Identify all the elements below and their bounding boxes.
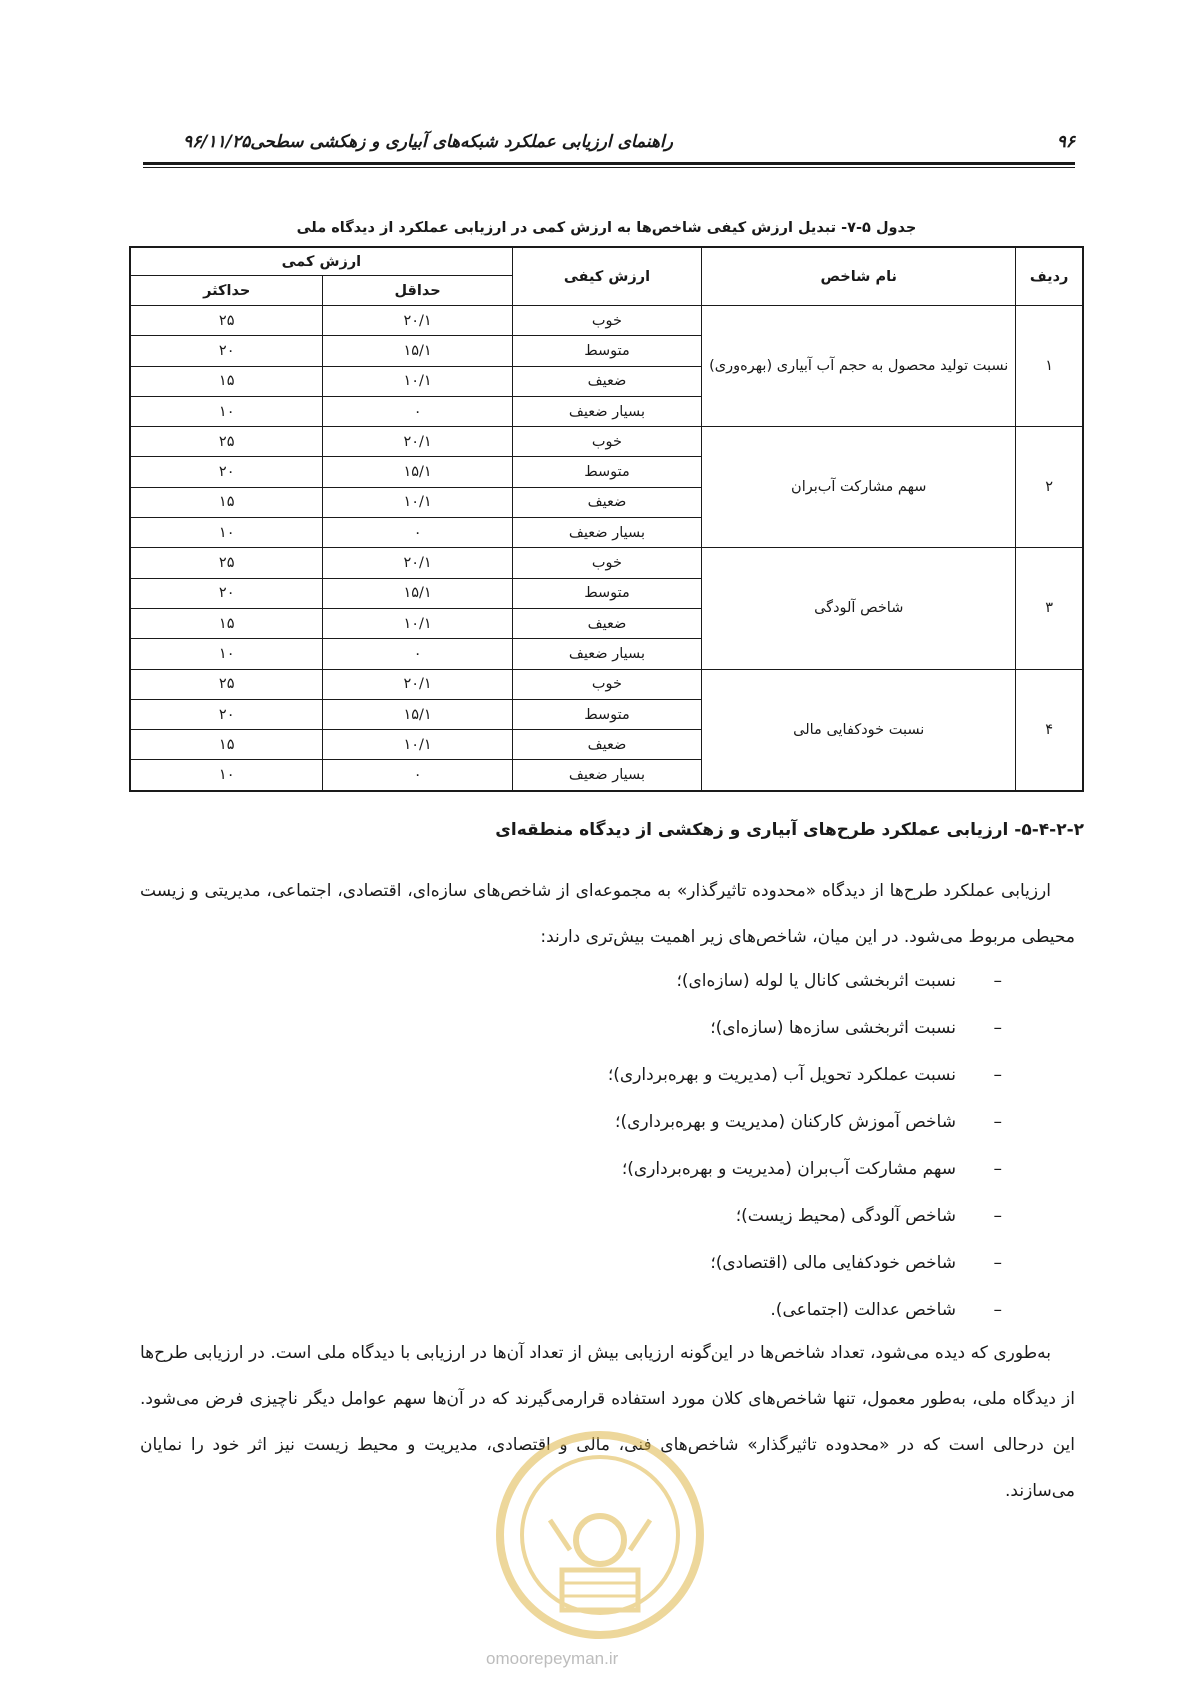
watermark-site: omoorepeyman.ir <box>486 1649 619 1668</box>
header-qualitative: ارزش کیفی <box>512 247 701 306</box>
header-index-name: نام شاخص <box>702 247 1016 306</box>
list-item <box>140 958 1020 1005</box>
dash-bullet: – <box>993 1159 1002 1179</box>
header-row-number: ردیف <box>1016 247 1083 306</box>
table-row <box>130 669 1083 699</box>
max-value-cell: ۲۵ <box>130 306 323 336</box>
max-value-cell: ۲۵ <box>130 427 323 457</box>
running-header <box>143 128 1075 160</box>
list-item <box>140 1240 1020 1287</box>
list-item-text: نسبت اثربخشی کانال یا لوله (سازه‌ای)؛ <box>676 971 956 991</box>
index-name-cell: سهم مشارکت آب‌بران <box>702 427 1016 548</box>
min-value-cell: ۱۵/۱ <box>323 578 512 608</box>
index-name-cell: نسبت تولید محصول به حجم آب آبیاری (بهره‌وری) <box>702 306 1016 427</box>
page-number: ۹۶ <box>1056 132 1075 152</box>
min-value-cell: ۰ <box>323 760 512 791</box>
min-value-cell: ۱۰/۱ <box>323 487 512 517</box>
max-value-cell: ۱۵ <box>130 608 323 638</box>
conversion-table <box>129 246 1084 792</box>
table-row <box>130 306 1083 336</box>
row-number-cell: ۱ <box>1016 306 1083 427</box>
max-value-cell: ۱۵ <box>130 730 323 760</box>
dash-bullet: – <box>993 1206 1002 1226</box>
qualitative-cell: ضعیف <box>512 366 701 396</box>
list-item <box>140 1146 1020 1193</box>
max-value-cell: ۲۰ <box>130 336 323 366</box>
min-value-cell: ۲۰/۱ <box>323 427 512 457</box>
max-value-cell: ۱۰ <box>130 760 323 791</box>
list-item-text: سهم مشارکت آب‌بران (مدیریت و بهره‌برداری)؛ <box>621 1159 956 1179</box>
header-quantitative: ارزش کمی <box>130 247 512 276</box>
table-row <box>130 427 1083 457</box>
watermark-seal-icon <box>470 1420 730 1660</box>
qualitative-cell: ضعیف <box>512 730 701 760</box>
max-value-cell: ۱۵ <box>130 366 323 396</box>
qualitative-cell: متوسط <box>512 336 701 366</box>
qualitative-cell: متوسط <box>512 699 701 729</box>
min-value-cell: ۰ <box>323 639 512 669</box>
header-title-block <box>143 132 673 152</box>
qualitative-cell: ضعیف <box>512 608 701 638</box>
list-item <box>140 1005 1020 1052</box>
qualitative-cell: بسیار ضعیف <box>512 396 701 426</box>
dash-bullet: – <box>993 971 1002 991</box>
min-value-cell: ۰ <box>323 518 512 548</box>
max-value-cell: ۱۰ <box>130 639 323 669</box>
dash-bullet: – <box>993 1253 1002 1273</box>
header-rule-thin <box>143 167 1075 168</box>
max-value-cell: ۲۰ <box>130 457 323 487</box>
dash-bullet: – <box>993 1112 1002 1132</box>
max-value-cell: ۱۵ <box>130 487 323 517</box>
list-item <box>140 1193 1020 1240</box>
table-caption: جدول ۵-۷- تبدیل ارزش کیفی شاخص‌ها به ارزش کمی در ارزیابی عملکرد از دیدگاه ملی <box>296 220 917 236</box>
qualitative-cell: بسیار ضعیف <box>512 760 701 791</box>
max-value-cell: ۲۰ <box>130 699 323 729</box>
qualitative-cell: خوب <box>512 306 701 336</box>
min-value-cell: ۱۵/۱ <box>323 699 512 729</box>
indicator-list <box>140 958 1020 1334</box>
row-number-cell: ۴ <box>1016 669 1083 791</box>
header-rule-thick <box>143 162 1075 165</box>
min-value-cell: ۱۵/۱ <box>323 457 512 487</box>
max-value-cell: ۱۰ <box>130 518 323 548</box>
header-title: راهنمای ارزیابی عملکرد شبکه‌های آبیاری و زهکشی سطحی <box>250 132 673 152</box>
qualitative-cell: متوسط <box>512 578 701 608</box>
section-heading: ۵-۴-۲-۲- ارزیابی عملکرد طرح‌های آبیاری و زهکشی از دیدگاه منطقه‌ای <box>495 820 1084 840</box>
row-number-cell: ۳ <box>1016 548 1083 669</box>
row-number-cell: ۲ <box>1016 427 1083 548</box>
list-item-text: شاخص آموزش کارکنان (مدیریت و بهره‌برداری)؛ <box>615 1112 956 1132</box>
qualitative-cell: خوب <box>512 548 701 578</box>
paragraph-intro: ارزیابی عملکرد طرح‌ها از دیدگاه «محدوده تاثیرگذار» به مجموعه‌ای از شاخص‌های سازه‌ای، اقتصادی، اجتماعی، مدیریتی و زیست محیطی مربوط می‌شود. در این میان، شاخص‌های زیر اهمیت بیش‌تری دارند: <box>140 881 1075 947</box>
dash-bullet: – <box>993 1065 1002 1085</box>
list-item-text: شاخص عدالت (اجتماعی). <box>770 1300 956 1320</box>
list-item <box>140 1287 1020 1334</box>
paragraph-conclusion: به‌طوری که دیده می‌شود، تعداد شاخص‌ها در این‌گونه ارزیابی بیش از تعداد آن‌ها در ارزیابی با دیدگاه ملی است. در ارزیابی طرح‌ها از دیدگاه ملی، به‌طور معمول، تنها شاخص‌های کلان مورد استفاده قرارمی‌گیرند که در آن‌ها سهم عوامل دیگر ناچیزی فرض می‌شود. این درحالی است که در «محدوده تاثیرگذار» شاخص‌های فنی، مالی و اقتصادی، مدیریت و محیط زیست نیز اثر خود را نمایان می‌سازند. <box>140 1343 1075 1501</box>
list-item-text: نسبت اثربخشی سازه‌ها (سازه‌ای)؛ <box>710 1018 956 1038</box>
qualitative-cell: بسیار ضعیف <box>512 639 701 669</box>
qualitative-cell: خوب <box>512 669 701 699</box>
header-max: حداکثر <box>130 276 323 306</box>
table-body <box>130 306 1083 791</box>
qualitative-cell: متوسط <box>512 457 701 487</box>
list-item-text: شاخص خودکفایی مالی (اقتصادی)؛ <box>710 1253 956 1273</box>
index-name-cell: نسبت خودکفایی مالی <box>702 669 1016 791</box>
min-value-cell: ۲۰/۱ <box>323 548 512 578</box>
min-value-cell: ۲۰/۱ <box>323 306 512 336</box>
max-value-cell: ۲۵ <box>130 548 323 578</box>
max-value-cell: ۲۰ <box>130 578 323 608</box>
max-value-cell: ۱۰ <box>130 396 323 426</box>
min-value-cell: ۱۵/۱ <box>323 336 512 366</box>
header-date: ۹۶/۱۱/۲۵ <box>183 132 251 152</box>
qualitative-cell: ضعیف <box>512 487 701 517</box>
qualitative-cell: خوب <box>512 427 701 457</box>
dash-bullet: – <box>993 1018 1002 1038</box>
min-value-cell: ۰ <box>323 396 512 426</box>
table-row <box>130 548 1083 578</box>
min-value-cell: ۲۰/۱ <box>323 669 512 699</box>
list-item <box>140 1099 1020 1146</box>
header-min: حداقل <box>323 276 512 306</box>
index-name-cell: شاخص آلودگی <box>702 548 1016 669</box>
min-value-cell: ۱۰/۱ <box>323 608 512 638</box>
qualitative-cell: بسیار ضعیف <box>512 518 701 548</box>
dash-bullet: – <box>993 1300 1002 1320</box>
list-item-text: نسبت عملکرد تحویل آب (مدیریت و بهره‌برداری)؛ <box>607 1065 956 1085</box>
list-item <box>140 1052 1020 1099</box>
min-value-cell: ۱۰/۱ <box>323 366 512 396</box>
list-item-text: شاخص آلودگی (محیط زیست)؛ <box>735 1206 956 1226</box>
max-value-cell: ۲۵ <box>130 669 323 699</box>
min-value-cell: ۱۰/۱ <box>323 730 512 760</box>
